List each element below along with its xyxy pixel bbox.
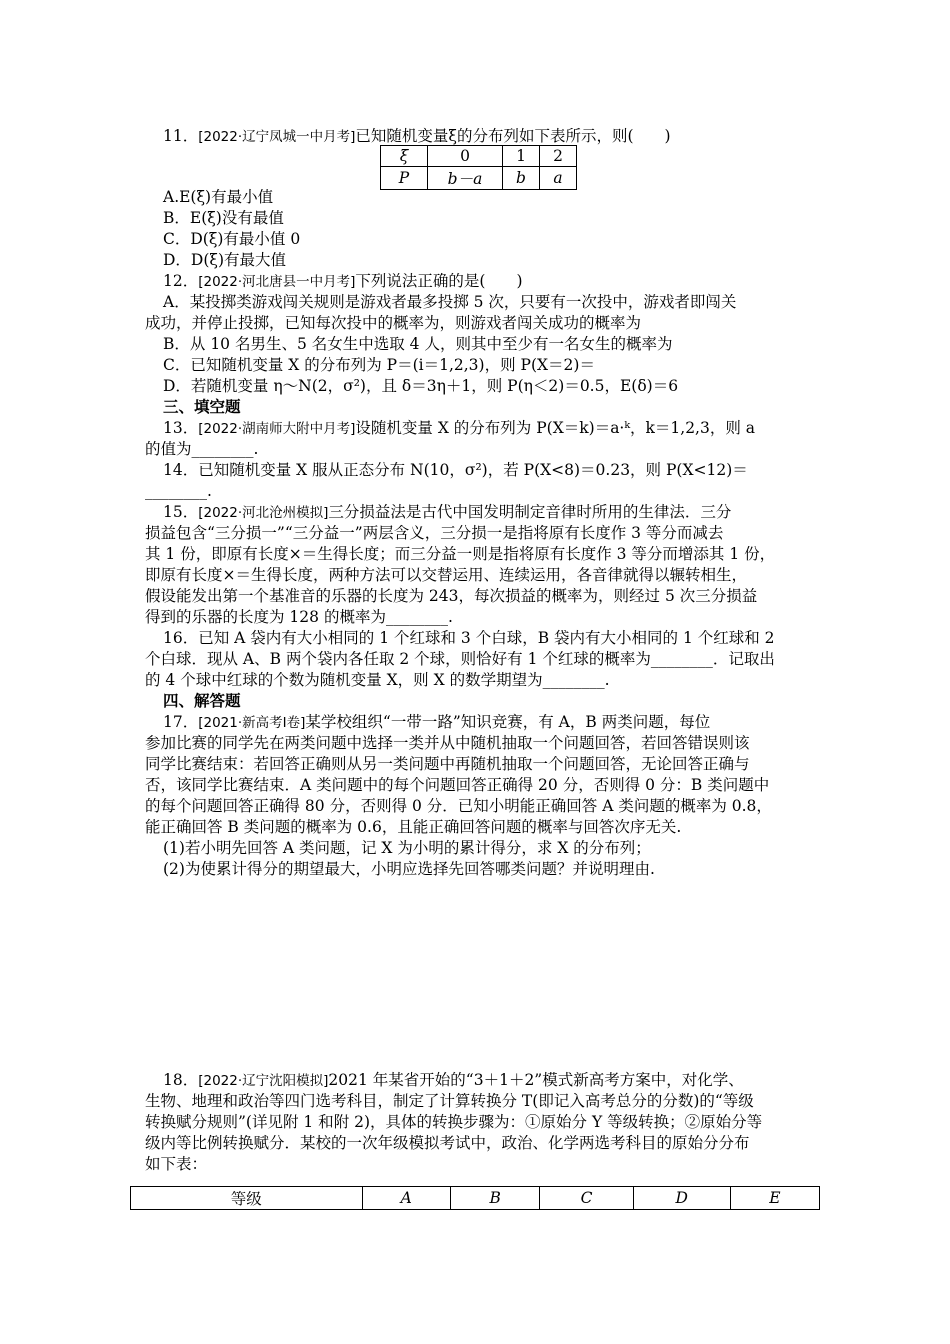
q18-number: 18． xyxy=(163,1071,199,1089)
q11-distribution-table xyxy=(380,145,577,190)
q17-part-1: (1)若小明先回答 A 类问题，记 X 为小明的累计得分，求 X 的分布列； xyxy=(163,839,651,857)
q17-stem-cont: 的每个问题回答正确得 80 分，否则得 0 分．已知小明能正确回答 A 类问题的概率为 0.8， xyxy=(145,797,772,815)
q15-stem-cont: 得到的乐器的长度为 128 的概率为________. xyxy=(145,608,453,626)
q12-option-a: A．某投掷类游戏闯关规则是游戏者最多投掷 5 次，只要有一次投中，游戏者即闯关 xyxy=(163,293,737,311)
q14-stem: 14．已知随机变量 X 服从正态分布 N(10，σ²)，若 P(X<8)＝0.23，则 P(X<12)＝ xyxy=(163,461,748,479)
q11-option-d: D．D(ξ)有最大值 xyxy=(163,251,286,269)
table-cell: P xyxy=(381,167,428,190)
q15-stem-cont: 其 1 份，即原有长度×＝生得长度；而三分益一则是指将原有长度作 3 等分而增添其 1 份， xyxy=(145,545,776,563)
q13-source: [2022·湖南师大附中月考] xyxy=(198,421,356,437)
q11-option-c: C．D(ξ)有最小值 0 xyxy=(163,230,301,248)
q17-stem-cont: 参加比赛的同学先在两类问题中选择一类并从中随机抽取一个问题回答，若回答错误则该 xyxy=(145,734,750,752)
q18-stem-cont: 如下表： xyxy=(145,1155,208,1173)
q12-option-d: D．若随机变量 η～N(2，σ²)，且 δ＝3η＋1，则 P(η＜2)＝0.5，E(δ)＝6 xyxy=(163,377,679,395)
q15-stem-cont: 假设能发出第一个基准音的乐器的长度为 243，每次损益的概率为，则经过 5 次三分损益 xyxy=(145,587,758,605)
q11-option-b: B．E(ξ)没有最值 xyxy=(163,209,284,227)
q12-option-a-cont: 成功，并停止投掷，已知每次投中的概率为，则游戏者闯关成功的概率为 xyxy=(145,314,642,332)
q16-stem-cont: 个白球．现从 A、B 两个袋内各任取 2 个球，则恰好有 1 个红球的概率为________．记取出 xyxy=(145,650,775,668)
q15-stem-cont: 损益包含“三分损一”“三分益一”两层含义，三分损一是指将原有长度作 3 等分而减去 xyxy=(145,524,724,542)
q11-option-a: A.E(ξ)有最小值 xyxy=(163,188,274,206)
q18-stem-cont: 生物、地理和政治等四门选考科目，制定了计算转换分 T(即记入高考总分的分数)的“等级 xyxy=(145,1092,754,1110)
table-row xyxy=(131,1187,820,1210)
q14-stem-cont: ________. xyxy=(145,482,212,500)
q17-stem: 某学校组织“一带一路”知识竞赛，有 A，B 两类问题，每位 xyxy=(305,713,711,731)
q18-stem-cont: 级内等比例转换赋分．某校的一次年级模拟考试中，政治、化学两选考科目的原始分分布 xyxy=(145,1134,750,1152)
table-cell: 2 xyxy=(540,146,577,167)
q12-option-c: C．已知随机变量 X 的分布列为 P＝(i＝1,2,3)，则 P(X＝2)＝ xyxy=(163,356,595,374)
q13-number: 13． xyxy=(163,419,199,437)
table-row xyxy=(381,146,577,167)
table-header-cell: 等级 xyxy=(131,1187,363,1210)
q18-stem-cont: 转换赋分规则”(详见附 1 和附 2)，具体的转换步骤为：①原始分 Y 等级转换；②原始分等 xyxy=(145,1113,763,1131)
q12-number: 12． xyxy=(163,272,199,290)
q17-line xyxy=(163,712,710,733)
q15-source: [2022·河北沧州模拟] xyxy=(198,505,329,521)
q18-source: [2022·辽宁沈阳模拟] xyxy=(198,1073,329,1089)
q18-line xyxy=(163,1070,744,1091)
q11-line xyxy=(163,126,671,147)
q13-stem: 设随机变量 X 的分布列为 P(X＝k)＝a·ᵏ，k＝1,2,3，则 a xyxy=(355,419,756,437)
q17-stem-cont: 否，该同学比赛结束．A 类问题中的每个问题回答正确得 20 分，否则得 0 分：B 类问题中 xyxy=(145,776,770,794)
section-fill-blank: 三、填空题 xyxy=(163,397,241,416)
q15-stem-cont: 即原有长度×＝生得长度，两种方法可以交替运用、连续运用，各音律就得以辗转相生， xyxy=(145,566,747,584)
section-answer: 四、解答题 xyxy=(163,691,241,710)
table-cell: b－a xyxy=(428,167,503,190)
q17-source: [2021·新高考Ⅰ卷] xyxy=(198,715,306,731)
q13-stem-cont: 的值为________. xyxy=(145,440,259,458)
table-header-cell: C xyxy=(540,1187,633,1210)
q17-part-2: (2)为使累计得分的期望最大，小明应选择先回答哪类问题？并说明理由. xyxy=(163,860,655,878)
q17-stem-cont: 同学比赛结束：若回答正确则从另一类问题中再随机抽取一个问题回答，无论回答正确与 xyxy=(145,755,750,773)
table-cell: 0 xyxy=(428,146,503,167)
q15-stem: 三分损益法是古代中国发明制定音律时所用的生律法．三分 xyxy=(328,503,732,521)
table-cell: 1 xyxy=(503,146,540,167)
q17-number: 17． xyxy=(163,713,199,731)
q12-option-b: B．从 10 名男生、5 名女生中选取 4 人，则其中至少有一名女生的概率为 xyxy=(163,335,673,353)
q12-source: [2022·河北唐县一中月考] xyxy=(198,274,356,290)
q12-stem: 下列说法正确的是( ) xyxy=(355,272,523,290)
q15-number: 15． xyxy=(163,503,199,521)
table-header-cell: D xyxy=(633,1187,730,1210)
q12-line xyxy=(163,271,523,292)
table-cell: a xyxy=(540,167,577,190)
q11-number: 11． xyxy=(163,127,199,145)
table-row xyxy=(381,167,577,190)
q18-grade-table xyxy=(130,1186,820,1210)
q13-line xyxy=(163,418,755,439)
table-header-cell: E xyxy=(730,1187,819,1210)
q16-stem-cont: 的 4 个球中红球的个数为随机变量 X，则 X 的数学期望为________. xyxy=(145,671,610,689)
q11-source: [2022·辽宁凤城一中月考] xyxy=(198,129,356,145)
q17-stem-cont: 能正确回答 B 类问题的概率为 0.6，且能正确回答问题的概率与回答次序无关. xyxy=(145,818,682,836)
q18-stem: 2021 年某省开始的“3＋1＋2”模式新高考方案中，对化学、 xyxy=(328,1071,744,1089)
q16-stem: 16．已知 A 袋内有大小相同的 1 个红球和 3 个白球，B 袋内有大小相同的 1 个红球和 2 xyxy=(163,629,775,647)
table-cell: ξ xyxy=(381,146,428,167)
q11-stem: 已知随机变量ξ的分布列如下表所示，则( ) xyxy=(355,127,671,145)
q15-line xyxy=(163,502,731,523)
table-cell: b xyxy=(503,167,540,190)
table-header-cell: A xyxy=(362,1187,450,1210)
table-header-cell: B xyxy=(450,1187,540,1210)
